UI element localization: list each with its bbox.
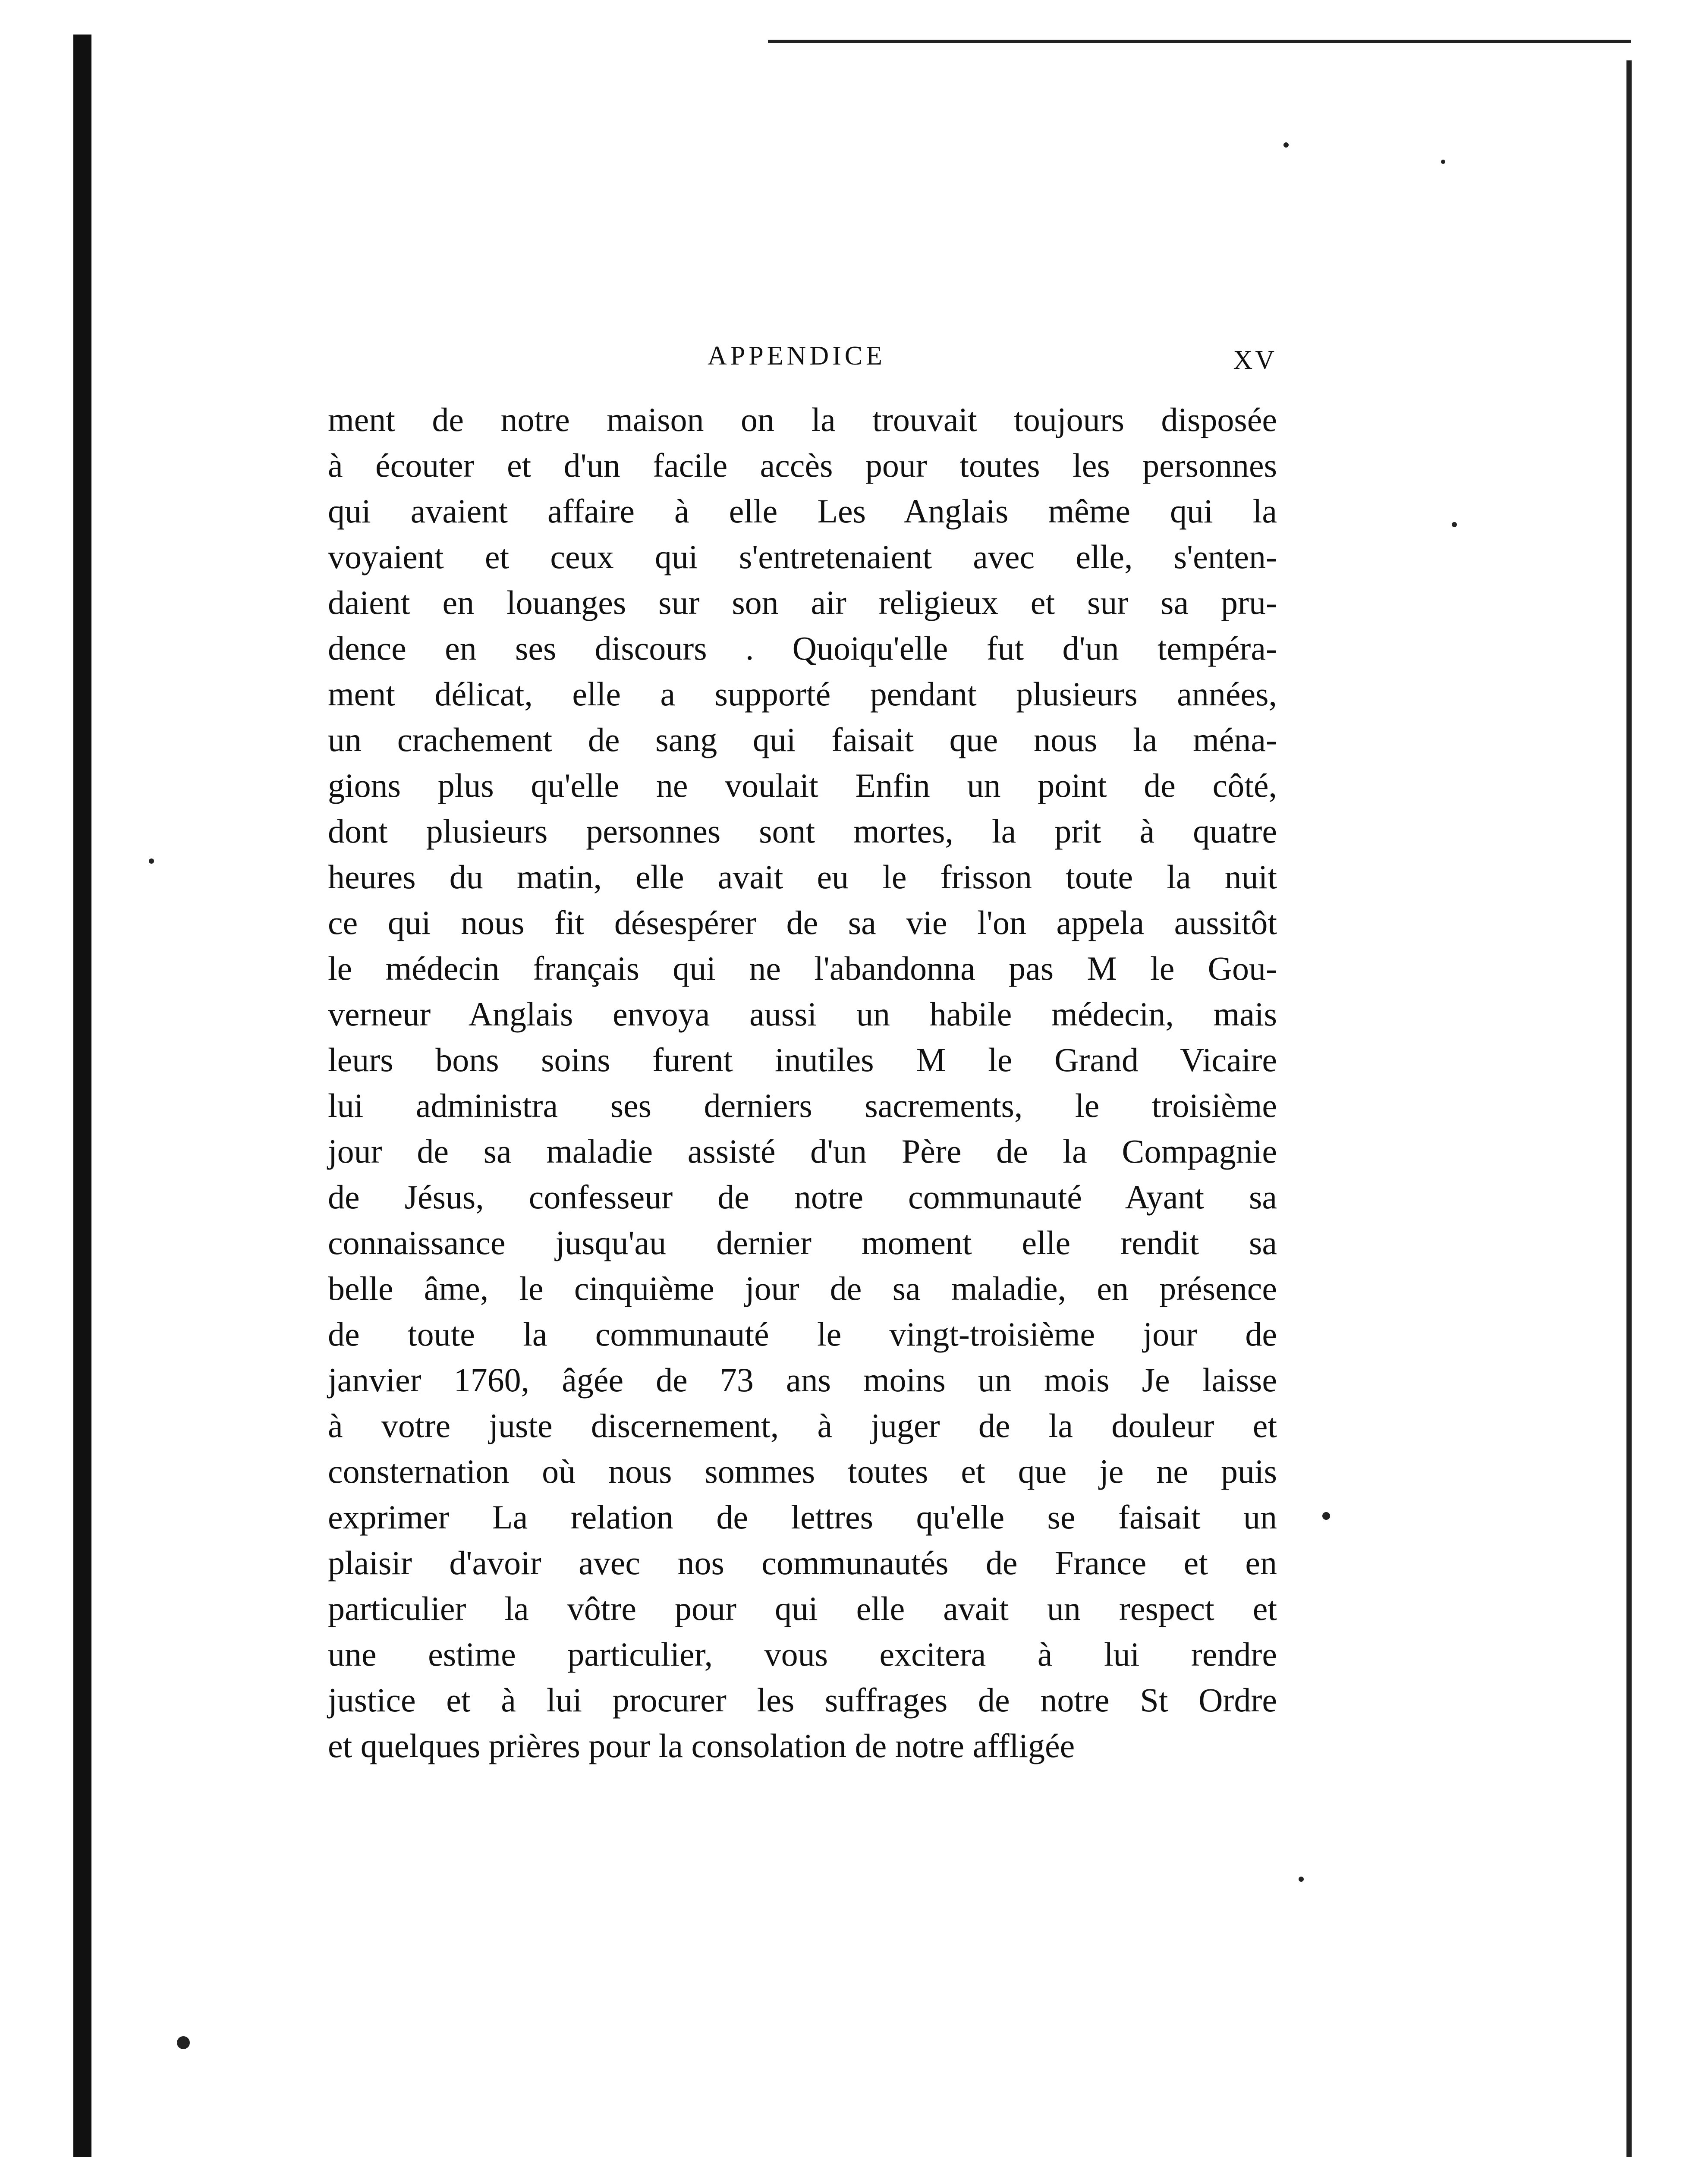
text-line: gions plus qu'elle ne voulait Enfin un point de côté, [328, 767, 1277, 804]
text-line: ment délicat, elle a supporté pendant plusieurs années, [328, 675, 1277, 713]
text-line: à écouter et d'un facile accès pour toutes les personnes [328, 446, 1277, 484]
scan-edge-right [1626, 60, 1632, 2157]
text-line: ment de notre maison on la trouvait toujours disposée [328, 401, 1277, 438]
text-line: de toute la communauté le vingt-troisième jour de [328, 1315, 1277, 1353]
text-line: consternation où nous sommes toutes et que je ne puis [328, 1453, 1277, 1490]
scan-speck [1441, 160, 1445, 164]
scan-speck [1322, 1512, 1330, 1520]
text-line: le médecin français qui ne l'abandonna pas M le Gou- [328, 950, 1277, 987]
text-line: jour de sa maladie assisté d'un Père de la Compagnie [328, 1132, 1277, 1170]
text-line: dence en ses discours . Quoiqu'elle fut d'un tempéra- [328, 629, 1277, 667]
text-line: heures du matin, elle avait eu le frisson toute la nuit [328, 858, 1277, 896]
text-line: une estime particulier, vous excitera à lui rendre [328, 1635, 1277, 1673]
text-line: janvier 1760, âgée de 73 ans moins un mois Je laisse [328, 1361, 1277, 1399]
text-line: exprimer La relation de lettres qu'elle se faisait un [328, 1498, 1277, 1536]
text-line: daient en louanges sur son air religieux et sur sa pru- [328, 584, 1277, 621]
text-line: lui administra ses derniers sacrements, le troisième [328, 1087, 1277, 1124]
scan-edge-left [73, 35, 91, 2157]
body-text [328, 397, 1277, 1769]
scan-speck [1283, 142, 1289, 148]
text-line: et quelques prières pour la consolation de notre affligée [328, 1727, 1075, 1764]
scan-speck [177, 2036, 190, 2049]
text-line: justice et à lui procurer les suffrages de notre St Ordre [328, 1681, 1277, 1719]
page-number: XV [1233, 346, 1277, 375]
text-line: à votre juste discernement, à juger de la douleur et [328, 1407, 1277, 1444]
text-line: belle âme, le cinquième jour de sa maladie, en présence [328, 1270, 1277, 1307]
scan-speck [1299, 1877, 1304, 1882]
scan-speck [1452, 522, 1457, 527]
text-line: particulier la vôtre pour qui elle avait un respect et [328, 1590, 1277, 1627]
scan-edge-top [768, 40, 1631, 43]
text-line: un crachement de sang qui faisait que nous la ména- [328, 721, 1277, 758]
text-line: de Jésus, confesseur de notre communauté Ayant sa [328, 1178, 1277, 1216]
page-header [708, 328, 1277, 380]
text-line: qui avaient affaire à elle Les Anglais même qui la [328, 492, 1277, 530]
scan-speck [149, 858, 154, 864]
text-line: connaissance jusqu'au dernier moment elle rendit sa [328, 1224, 1277, 1261]
text-line: dont plusieurs personnes sont mortes, la prit à quatre [328, 812, 1277, 850]
text-line: leurs bons soins furent inutiles M le Grand Vicaire [328, 1041, 1277, 1078]
text-line: verneur Anglais envoya aussi un habile médecin, mais [328, 995, 1277, 1033]
text-line: voyaient et ceux qui s'entretenaient avec elle, s'enten- [328, 538, 1277, 575]
running-title: APPENDICE [708, 341, 886, 371]
text-line: ce qui nous fit désespérer de sa vie l'on appela aussitôt [328, 904, 1277, 941]
text-line: plaisir d'avoir avec nos communautés de France et en [328, 1544, 1277, 1582]
